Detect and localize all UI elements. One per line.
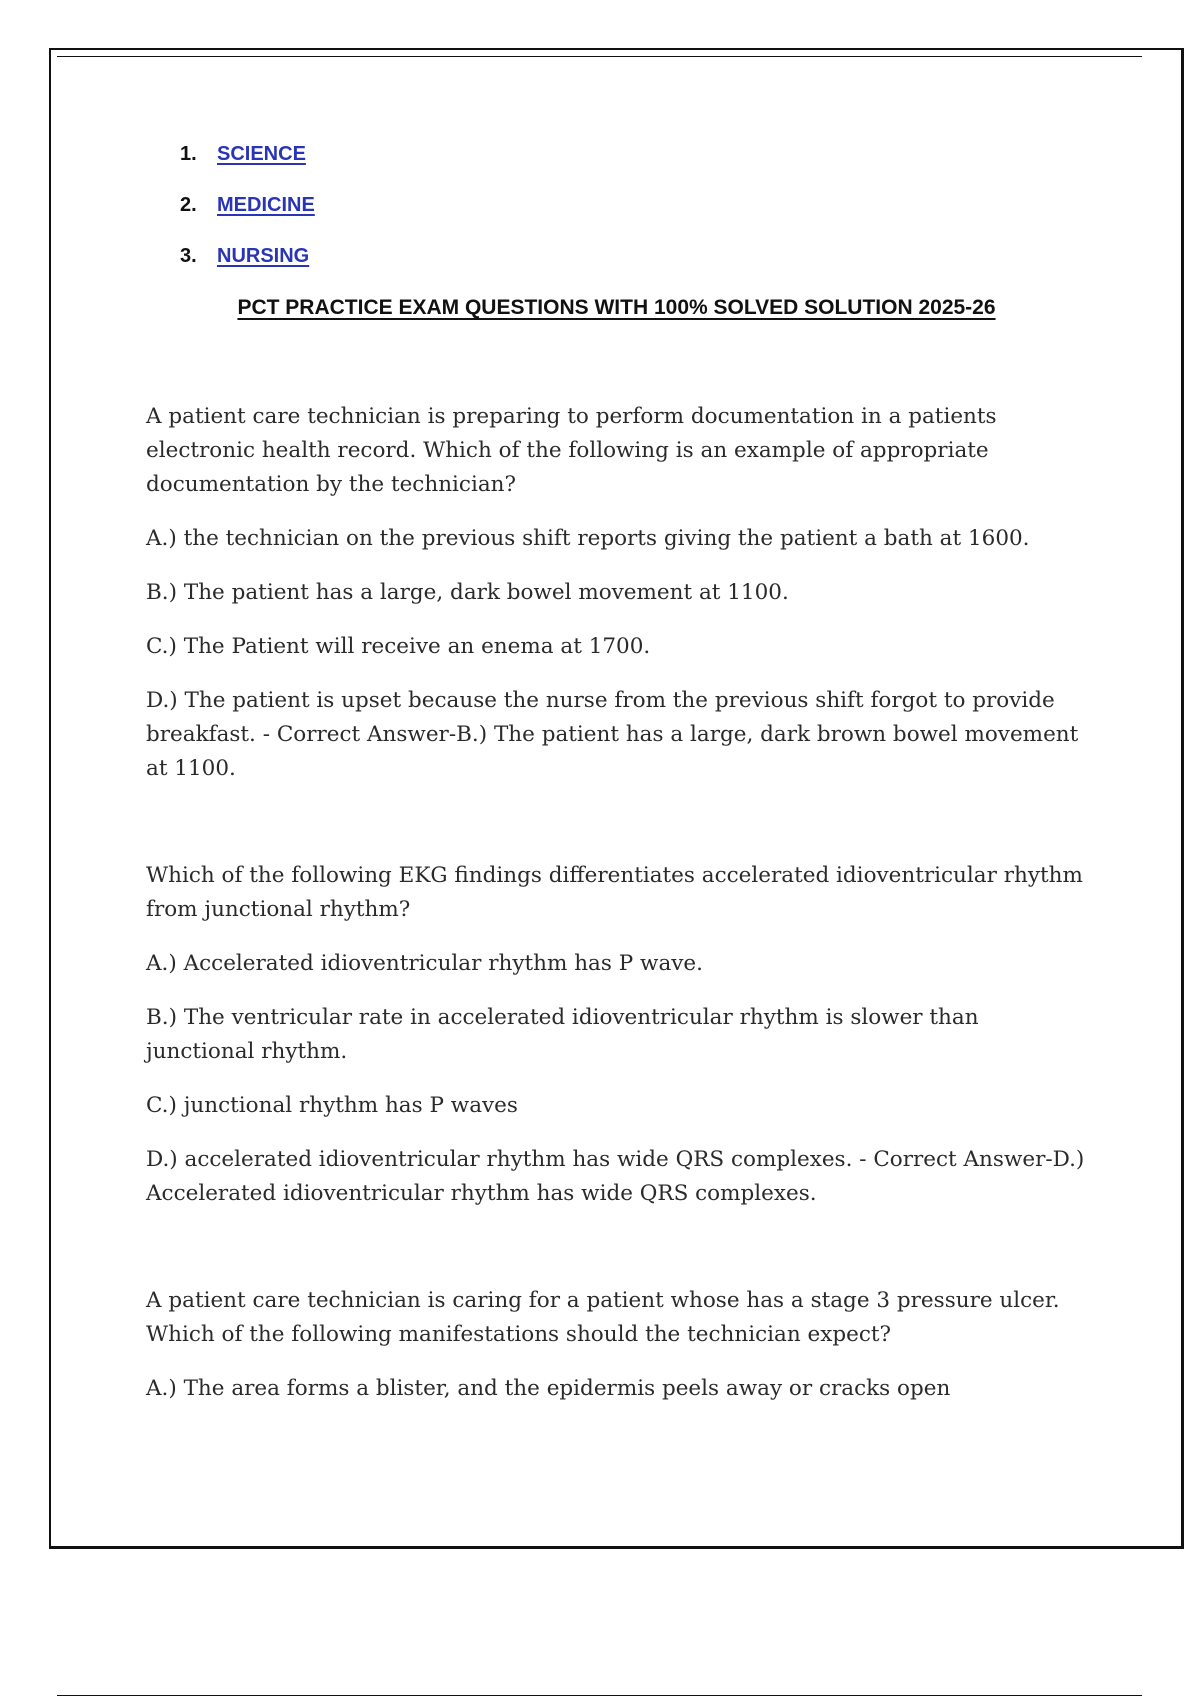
document-title: PCT PRACTICE EXAM QUESTIONS WITH 100% SOLVED SOLUTION 2025-26 <box>237 296 996 319</box>
answer-option: C.) junctional rhythm has P waves <box>146 1093 518 1118</box>
question-stem: A patient care technician is preparing to perform documentation in a patients electronic health record. Which of the following is an example of appropriate documentation by the technician? <box>146 404 997 497</box>
subject-number: 3. <box>180 245 197 267</box>
subject-link-science[interactable]: SCIENCE <box>217 143 306 165</box>
subject-number: 2. <box>180 194 197 216</box>
answer-option: B.) The ventricular rate in accelerated idioventricular rhythm is slower than junctional rhythm. <box>146 1005 979 1064</box>
answer-option: D.) accelerated idioventricular rhythm has wide QRS complexes. - Correct Answer-D.) Accelerated idioventricular rhythm has wide QRS complexes. <box>146 1147 1085 1206</box>
subject-link-medicine[interactable]: MEDICINE <box>217 194 315 216</box>
answer-option: B.) The patient has a large, dark bowel movement at 1100. <box>146 580 789 605</box>
subject-link-nursing[interactable]: NURSING <box>217 245 310 267</box>
subject-list <box>180 142 315 295</box>
subject-item-science <box>180 142 315 193</box>
subject-item-nursing <box>180 244 315 295</box>
answer-option: D.) The patient is upset because the nurse from the previous shift forgot to provide breakfast. - Correct Answer-B.) The patient has a large, dark brown bowel movement at 1100. <box>146 688 1079 781</box>
question-stem: A patient care technician is caring for a patient whose has a stage 3 pressure ulcer. Which of the following manifestations should the technician expect? <box>146 1288 1060 1347</box>
subject-item-medicine <box>180 193 315 244</box>
question-stem: Which of the following EKG findings differentiates accelerated idioventricular rhythm from junctional rhythm? <box>146 863 1083 922</box>
subject-number: 1. <box>180 143 197 165</box>
answer-option: A.) The area forms a blister, and the epidermis peels away or cracks open <box>146 1376 951 1401</box>
answer-option: C.) The Patient will receive an enema at 1700. <box>146 634 651 659</box>
questions-content <box>146 400 1086 1479</box>
top-rule <box>57 56 1142 57</box>
answer-option: A.) the technician on the previous shift reports giving the patient a bath at 1600. <box>146 526 1030 551</box>
question-block-3 <box>146 1284 1086 1406</box>
answer-option: A.) Accelerated idioventricular rhythm has P wave. <box>146 951 703 976</box>
question-block-2 <box>146 859 1086 1211</box>
bottom-rule <box>57 1695 1142 1696</box>
question-block-1 <box>146 400 1086 786</box>
